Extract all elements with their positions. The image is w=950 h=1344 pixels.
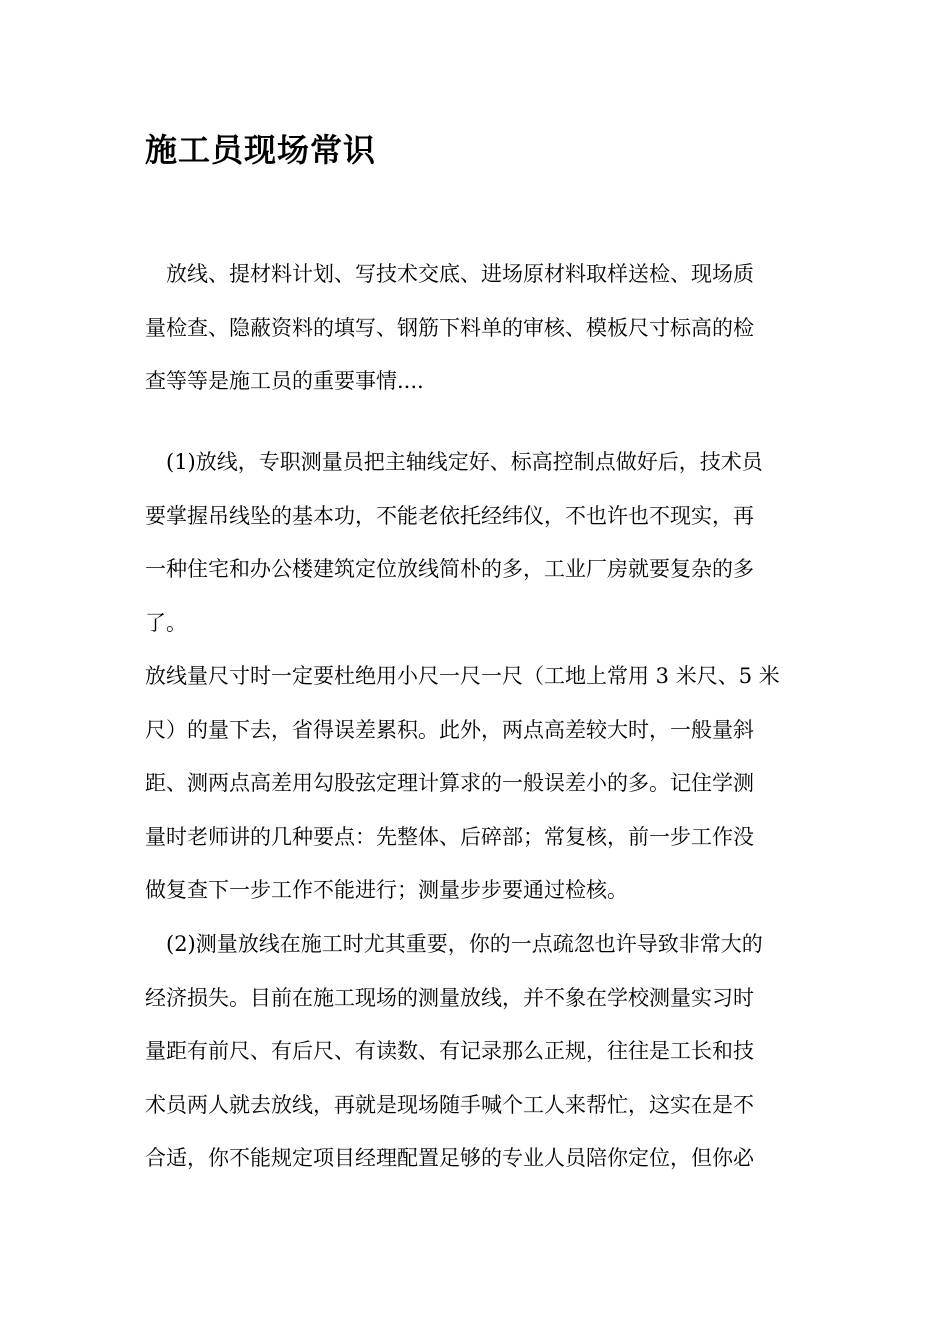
paragraph-3 [145, 650, 807, 918]
text-line: 一种住宅和办公楼建筑定位放线简朴的多，工业厂房就要复杂的多 [145, 557, 754, 582]
text-line: (2)测量放线在施工时尤其重要，你的一点疏忽也许导致非常大的 [145, 932, 763, 956]
text-line: 了。 [145, 610, 187, 635]
text-line: 合适，你不能规定项目经理配置足够的专业人员陪你定位，但你必 [145, 1146, 754, 1171]
text-line: 量时老师讲的几种要点：先整体、后碎部；常复核，前一步工作没 [145, 824, 754, 849]
text-line: 量检查、隐蔽资料的填写、钢筋下料单的审核、模板尺寸标高的检 [145, 315, 754, 340]
text-line: 做复查下一步工作不能进行；测量步步要通过检核。 [145, 878, 628, 903]
text-line: 放线、提材料计划、写技术交底、进场原材料取样送检、现场质 [145, 262, 754, 286]
paragraph-2 [145, 436, 807, 650]
text-line: 量距有前尺、有后尺、有读数、有记录那么正规，往往是工长和技 [145, 1039, 754, 1064]
text-line: 放线量尺寸时一定要杜绝用小尺一尺一尺（工地上常用 3 米尺、5 米 [145, 664, 780, 688]
text-line: 查等等是施工员的重要事情.... [145, 369, 424, 394]
paragraph-4 [145, 918, 807, 1186]
text-line: 术员两人就去放线，再就是现场随手喊个工人来帮忙，这实在是不 [145, 1092, 754, 1117]
text-line: 要掌握吊线坠的基本功，不能老依托经纬仪，不也许也不现实，再 [145, 503, 754, 528]
text-line: (1)放线，专职测量员把主轴线定好、标高控制点做好后，技术员 [145, 450, 763, 474]
paragraph-1 [145, 248, 807, 409]
text-line: 经济损失。目前在施工现场的测量放线，并不象在学校测量实习时 [145, 985, 754, 1010]
text-line: 尺）的量下去，省得误差累积。此外，两点高差较大时，一般量斜 [145, 717, 754, 742]
document-title: 施工员现场常识 [145, 131, 377, 169]
text-line: 距、测两点高差用勾股弦定理计算求的一般误差小的多。记住学测 [145, 771, 754, 796]
